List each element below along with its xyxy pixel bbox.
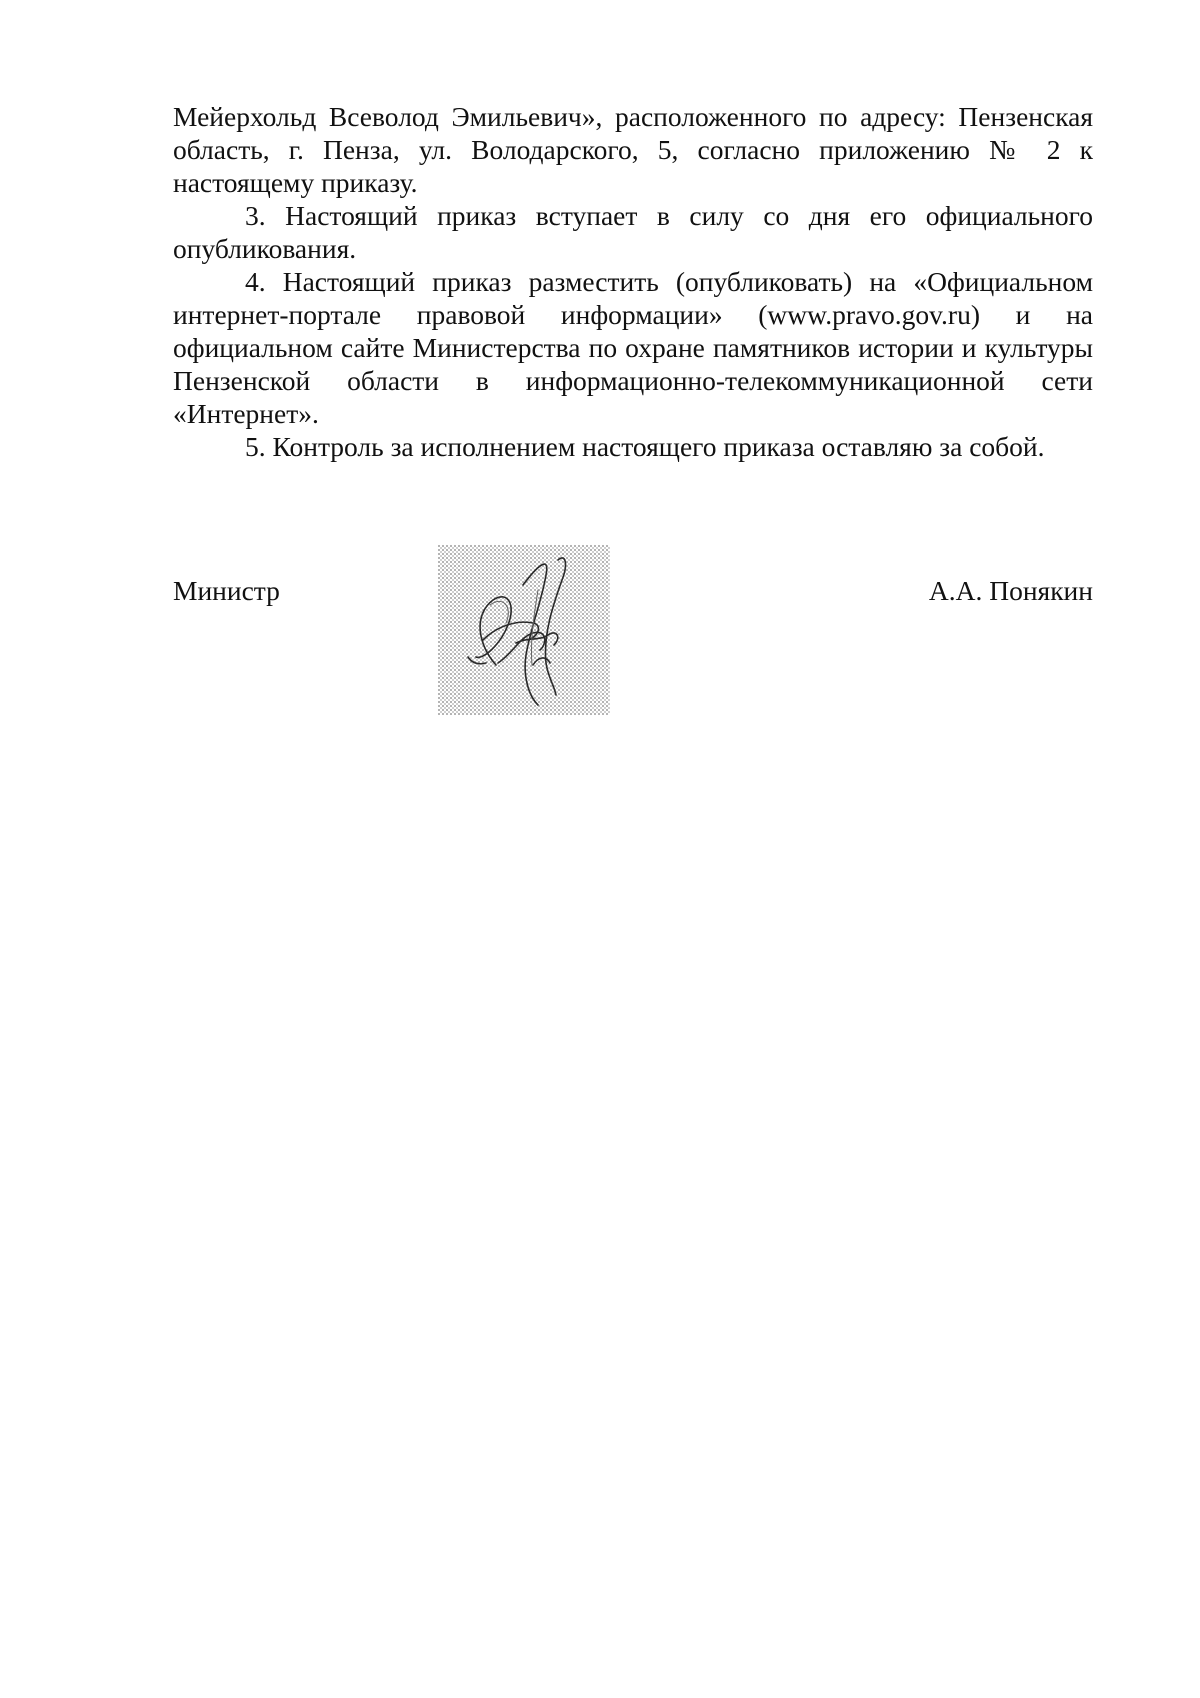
signature-block bbox=[173, 574, 1093, 614]
paragraph-5-control: 5. Контроль за исполнением настоящего приказа оставляю за собой. bbox=[245, 431, 1045, 462]
paragraph-4-publication: 4. Настоящий приказ разместить (опубликовать) на «Официальном интернет-портале правовой информации» (www.pravo.gov.ru) и на официальном сайте Министерства по охране памятников истории и культуры Пензенской области в информационно-телекоммуникационной сети «Интернет». bbox=[173, 266, 1093, 429]
signatory-name: А.А. Понякин bbox=[928, 575, 1093, 606]
document-body bbox=[173, 100, 1093, 463]
paragraph-address: Мейерхольд Всеволод Эмильевич», расположенного по адресу: Пензенская область, г. Пенза, ул. Володарского, 5, согласно приложению № 2 к настоящему приказу. bbox=[173, 101, 1093, 198]
paragraph-3-effective-date: 3. Настоящий приказ вступает в силу со дня его официального опубликования. bbox=[173, 200, 1093, 264]
signatory-title: Министр bbox=[173, 575, 280, 606]
handwritten-signature-icon bbox=[438, 545, 610, 715]
